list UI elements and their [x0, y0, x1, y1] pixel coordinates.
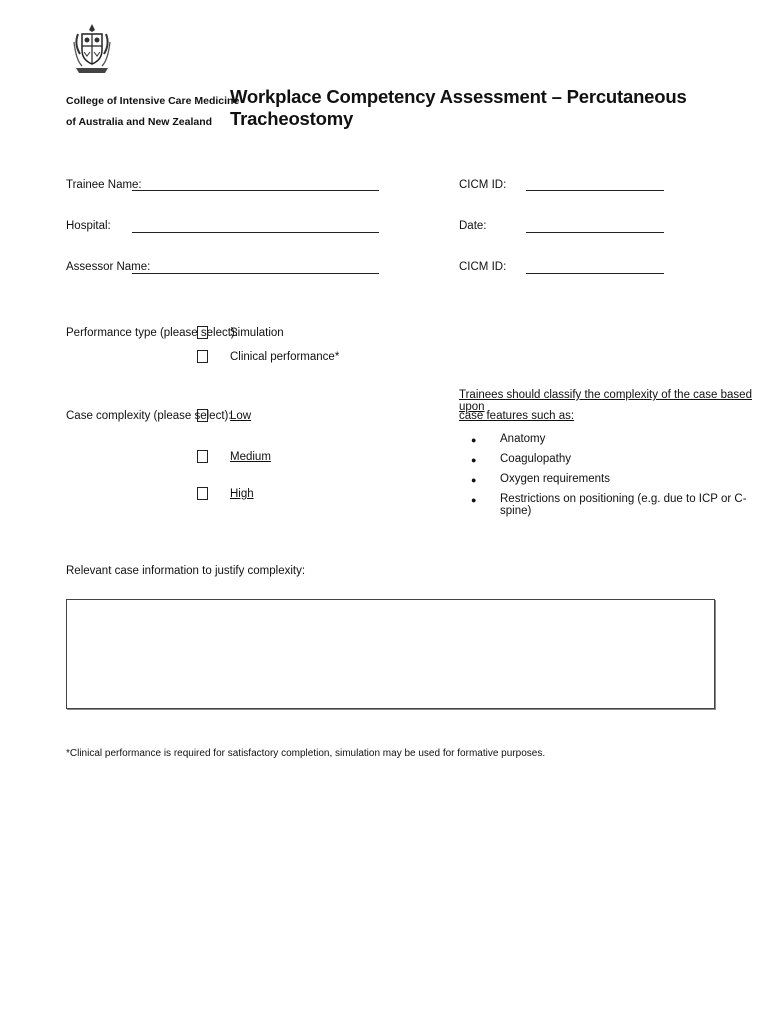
- feature-item: Restrictions on positioning (e.g. due to ICP or C-spine): [500, 493, 747, 517]
- low-checkbox[interactable]: [197, 409, 208, 422]
- org-name-line2: of Australia and New Zealand: [66, 116, 213, 128]
- assessor-cicm-id-label: CICM ID:: [459, 261, 507, 273]
- simulation-option-label: Simulation: [230, 327, 284, 339]
- bullet-icon: ●: [471, 435, 477, 445]
- date-field[interactable]: [526, 232, 664, 233]
- trainee-name-label: Trainee Name:: [66, 179, 142, 191]
- assessor-name-field[interactable]: [132, 273, 379, 274]
- case-complexity-label: Case complexity (please select):: [66, 410, 232, 422]
- bullet-icon: ●: [471, 495, 477, 505]
- simulation-checkbox[interactable]: [197, 326, 208, 339]
- cicm-id-label: CICM ID:: [459, 179, 507, 191]
- feature-item: Oxygen requirements: [500, 473, 610, 485]
- performance-type-label: Performance type (please select):: [66, 327, 238, 339]
- assessor-name-label: Assessor Name:: [66, 261, 151, 273]
- clinical-performance-checkbox[interactable]: [197, 350, 208, 363]
- complexity-note-line1: Trainees should classify the complexity of the case based upon: [459, 389, 752, 413]
- date-label: Date:: [459, 220, 487, 232]
- feature-item: Coagulopathy: [500, 453, 571, 465]
- assessor-cicm-id-field[interactable]: [526, 273, 664, 274]
- org-name-line1: College of Intensive Care Medicine: [66, 95, 240, 107]
- low-option-label: Low: [230, 410, 252, 422]
- cicm-id-field[interactable]: [526, 190, 664, 191]
- high-option-label: High: [230, 488, 254, 500]
- college-crest-icon: [72, 22, 112, 76]
- complexity-note-line2: case features such as:: [459, 410, 575, 422]
- hospital-field[interactable]: [132, 232, 379, 233]
- feature-item: Anatomy: [500, 433, 546, 445]
- bullet-icon: ●: [471, 475, 477, 485]
- bullet-icon: ●: [471, 455, 477, 465]
- justification-textbox[interactable]: [66, 599, 715, 709]
- high-checkbox[interactable]: [197, 487, 208, 500]
- hospital-label: Hospital:: [66, 220, 111, 232]
- trainee-name-field[interactable]: [132, 190, 379, 191]
- footnote: *Clinical performance is required for satisfactory completion, simulation may be used for formative purposes.: [66, 748, 546, 759]
- medium-option-label: Medium: [230, 451, 271, 463]
- justification-label: Relevant case information to justify complexity:: [66, 565, 306, 577]
- clinical-performance-option-label: Clinical performance*: [230, 351, 340, 363]
- medium-checkbox[interactable]: [197, 450, 208, 463]
- page-title: Workplace Competency Assessment – Percutaneous Tracheostomy: [230, 86, 687, 129]
